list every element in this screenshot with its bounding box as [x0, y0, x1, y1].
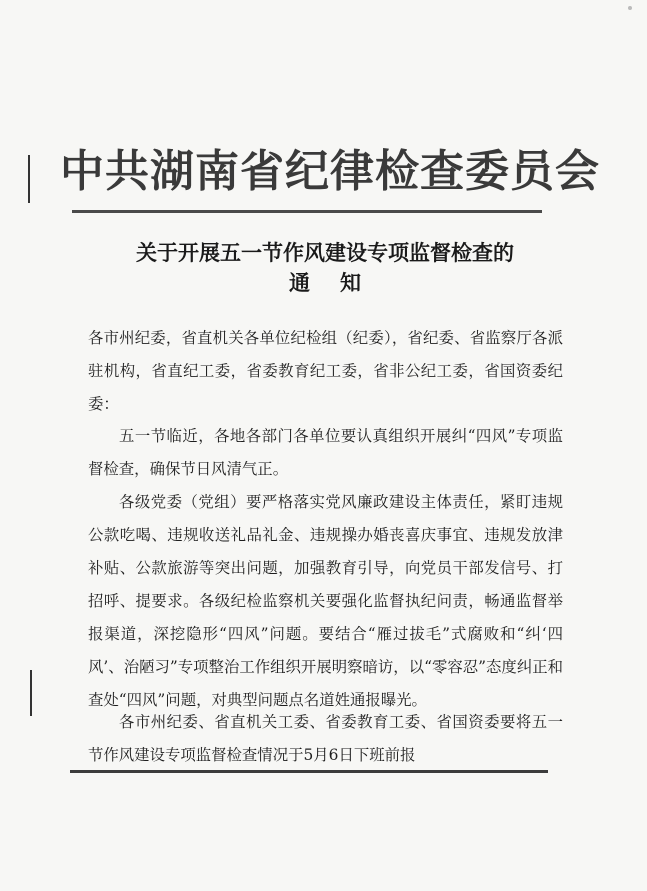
body-paragraph-2: 各级党委（党组）要严格落实党风廉政建设主体责任，紧盯违规公款吃喝、违规收送礼品礼金、违规操办婚丧喜庆事宜、违规发放津补贴、公款旅游等突出问题，加强教育引导，向党员干部发信号、打招呼、提要求。各级纪检监察机关要强化监督执纪问责，畅通监督举报渠道，深挖隐形“四风”问题。要结合“雁过拔毛”式腐败和“纠‘四风’、治陋习”专项整治工作组织开展明察暗访，以“零容忍”态度纠正和查处“四风”问题，对典型问题点名道姓通报曝光。	[88, 493, 563, 709]
addressee-paragraph: 各市州纪委，省直机关各单位纪检组（纪委），省纪委、省监察厅各派驻机构，省直纪工委，省委教育纪工委，省非公纪工委，省国资委纪委：	[88, 329, 563, 413]
body-paragraph-1: 五一节临近，各地各部门各单位要认真组织开展纠“四风”专项监督检查，确保节日风清气正。	[88, 427, 563, 478]
scan-speck	[628, 6, 632, 10]
notice-title-line2: 通知	[289, 270, 391, 295]
notice-title-line1: 关于开展五一节作风建设专项监督检查的	[136, 240, 514, 265]
binding-mark-top	[28, 155, 30, 203]
body-paragraph-3: 各市州纪委、省直机关工委、省委教育工委、省国资委要将五一节作风建设专项监督检查情况于5月6日下班前报	[88, 713, 563, 764]
binding-mark-bottom	[30, 670, 32, 716]
letterhead-rule	[72, 210, 542, 213]
footer-rule	[70, 770, 548, 773]
letterhead-title: 中共湖南省纪律检查委员会	[60, 146, 600, 197]
